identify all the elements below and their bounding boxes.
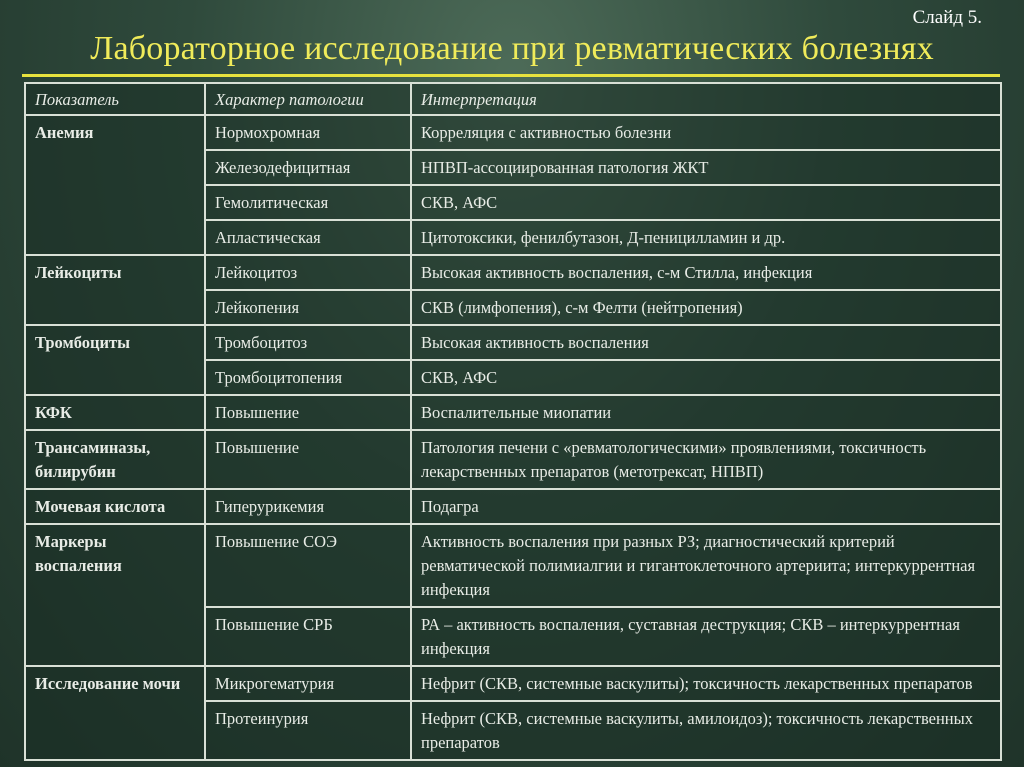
pathology-cell: Тромбоцитопения: [205, 360, 411, 395]
interpretation-cell: НПВП-ассоциированная патология ЖКТ: [411, 150, 1001, 185]
indicator-cell: Анемия: [25, 115, 205, 255]
table-row: [25, 325, 1001, 360]
pathology-cell: Тромбоцитоз: [205, 325, 411, 360]
table-row: [25, 255, 1001, 290]
interpretation-cell: СКВ, АФС: [411, 360, 1001, 395]
table-row: [25, 395, 1001, 430]
indicator-cell: Трансаминазы, билирубин: [25, 430, 205, 489]
pathology-cell: Апластическая: [205, 220, 411, 255]
table-body: [25, 115, 1001, 760]
indicator-cell: Мочевая кислота: [25, 489, 205, 524]
interpretation-cell: Высокая активность воспаления, с-м Стилла, инфекция: [411, 255, 1001, 290]
slide-number: Слайд 5.: [912, 7, 982, 28]
pathology-cell: Протеинурия: [205, 701, 411, 760]
indicator-cell: КФК: [25, 395, 205, 430]
pathology-cell: Гиперурикемия: [205, 489, 411, 524]
interpretation-cell: Патология печени с «ревматологическими» проявлениями, токсичность лекарственных препаратов (метотрексат, НПВП): [411, 430, 1001, 489]
indicator-cell: Исследование мочи: [25, 666, 205, 760]
header-interpretation: Интерпретация: [411, 83, 1001, 115]
header-indicator: Показатель: [25, 83, 205, 115]
interpretation-cell: РА – активность воспаления, суставная деструкция; СКВ – интеркуррентная инфекция: [411, 607, 1001, 666]
pathology-cell: Железодефицитная: [205, 150, 411, 185]
pathology-cell: Гемолитическая: [205, 185, 411, 220]
indicator-cell: Маркеры воспаления: [25, 524, 205, 666]
pathology-cell: Повышение СОЭ: [205, 524, 411, 607]
interpretation-cell: Нефрит (СКВ, системные васкулиты, амилоидоз); токсичность лекарственных препаратов: [411, 701, 1001, 760]
pathology-cell: Микрогематурия: [205, 666, 411, 701]
interpretation-cell: Высокая активность воспаления: [411, 325, 1001, 360]
slide-title: Лабораторное исследование при ревматических болезнях: [90, 30, 934, 67]
indicator-cell: Лейкоциты: [25, 255, 205, 325]
interpretation-cell: СКВ, АФС: [411, 185, 1001, 220]
interpretation-cell: Цитотоксики, фенилбутазон, Д-пеницилламин и др.: [411, 220, 1001, 255]
interpretation-cell: Нефрит (СКВ, системные васкулиты); токсичность лекарственных препаратов: [411, 666, 1001, 701]
indicator-cell: Тромбоциты: [25, 325, 205, 395]
interpretation-cell: Активность воспаления при разных РЗ; диагностический критерий ревматической полимиалгии и гигантоклеточного артериита; интеркуррентная инфекция: [411, 524, 1001, 607]
table-row: [25, 489, 1001, 524]
table-row: [25, 430, 1001, 489]
interpretation-cell: Воспалительные миопатии: [411, 395, 1001, 430]
pathology-cell: Нормохромная: [205, 115, 411, 150]
interpretation-cell: Подагра: [411, 489, 1001, 524]
title-underline: [22, 74, 1000, 77]
table-header-row: [25, 83, 1001, 115]
pathology-cell: Повышение СРБ: [205, 607, 411, 666]
interpretation-cell: Корреляция с активностью болезни: [411, 115, 1001, 150]
pathology-cell: Повышение: [205, 430, 411, 489]
table-row: [25, 524, 1001, 607]
pathology-cell: Лейкоцитоз: [205, 255, 411, 290]
header-pathology-type: Характер патологии: [205, 83, 411, 115]
pathology-cell: Лейкопения: [205, 290, 411, 325]
interpretation-cell: СКВ (лимфопения), с-м Фелти (нейтропения): [411, 290, 1001, 325]
table-row: [25, 115, 1001, 150]
lab-results-table: [24, 82, 1002, 761]
table-row: [25, 666, 1001, 701]
pathology-cell: Повышение: [205, 395, 411, 430]
